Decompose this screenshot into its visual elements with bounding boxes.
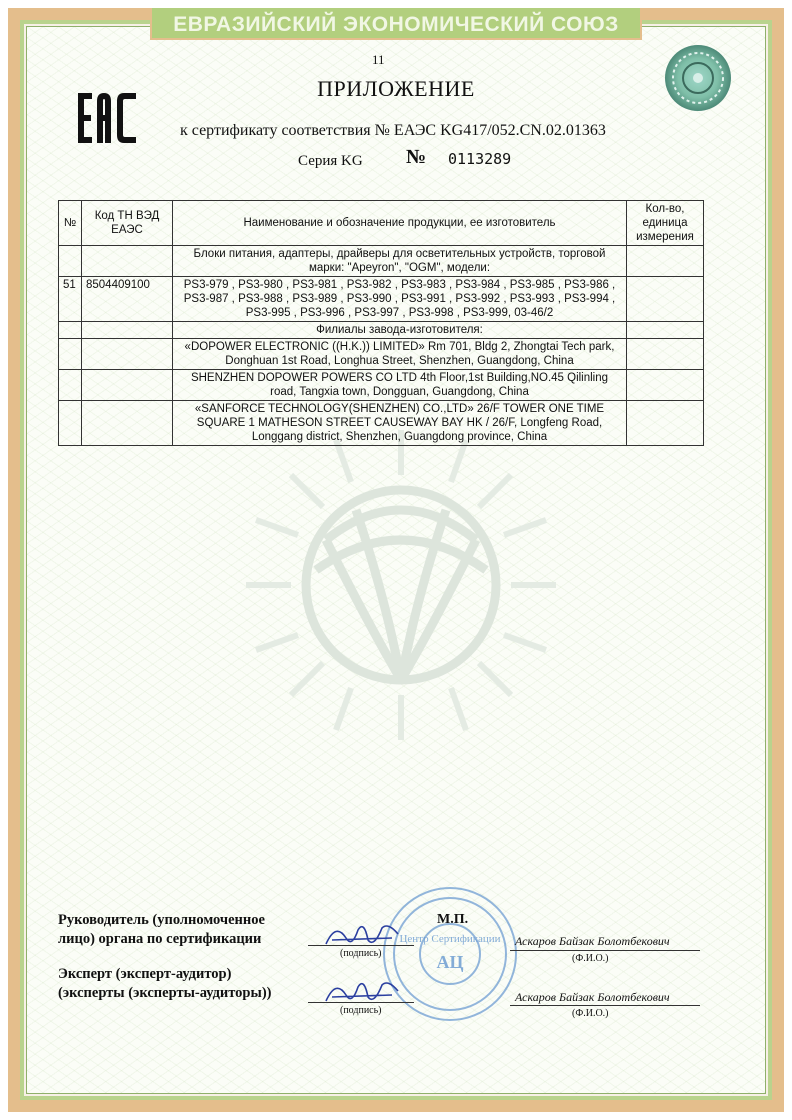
product-intro: Блоки питания, адаптеры, драйверы для осветительных устройств, торговой марки: "Apeyron", "OGM", модели: — [173, 246, 627, 277]
series-label: Серия KG — [298, 153, 363, 169]
table-cell — [59, 370, 82, 401]
table-row — [59, 370, 704, 401]
table-cell — [82, 339, 173, 370]
number-mark: № — [406, 146, 427, 168]
head-name: Аскаров Байзак Болотбекович — [515, 934, 670, 948]
name-caption: (Ф.И.О.) — [572, 1008, 609, 1019]
branches-header: Филиалы завода-изготовителя: — [173, 322, 627, 339]
header-product-name: Наименование и обозначение продукции, ее изготовитель — [173, 201, 627, 246]
row-number: 51 — [59, 277, 82, 322]
table-row — [59, 322, 704, 339]
table-cell — [627, 370, 704, 401]
name-caption: (Ф.И.О.) — [572, 953, 609, 964]
head-title-line: лицо) органа по сертификации — [58, 931, 262, 947]
product-models: PS3-979 , PS3-980 , PS3-981 , PS3-982 , PS3-983 , PS3-984 , PS3-985 , PS3-986 , PS3-987 , PS3-988 , PS3-989 , PS3-990 , PS3-991 , PS3-992 , PS3-993 , PS3-994 , PS3-995 , PS3-996 , PS3-997 , PS3-998 , PS3-999, 03-46/2 — [173, 277, 627, 322]
document-title: ПРИЛОЖЕНИЕ — [317, 76, 475, 101]
table-row — [59, 277, 704, 322]
stamp-text: Центр Сертификации — [399, 933, 501, 945]
table-cell — [82, 370, 173, 401]
table-cell — [59, 401, 82, 446]
header-quantity: Кол-во, единица измерения — [627, 201, 704, 246]
branch-address: «DOPOWER ELECTRONIC ((H.K.)) LIMITED» Rm 701, Bldg 2, Zhongtai Tech park, Donghuan 1st Road, Longhua Street, Shenzhen, Guangdong, China — [173, 339, 627, 370]
table-cell — [627, 322, 704, 339]
expert-title — [58, 965, 271, 1003]
sun-emblem-watermark — [236, 420, 566, 750]
table-header-row — [59, 201, 704, 246]
banner-text: ЕВРАЗИЙСКИЙ ЭКОНОМИЧЕСКИЙ СОЮЗ — [173, 13, 619, 36]
table-row — [59, 401, 704, 446]
header-number: № — [59, 201, 82, 246]
handwritten-signature — [322, 918, 402, 952]
table-cell — [82, 246, 173, 277]
products-table — [58, 200, 704, 446]
page-number: 11 — [372, 52, 385, 67]
table-cell — [627, 339, 704, 370]
name-line — [510, 950, 700, 951]
table-cell — [59, 246, 82, 277]
expert-name: Аскаров Байзак Болотбекович — [515, 990, 670, 1004]
table-cell — [82, 322, 173, 339]
table-cell — [59, 339, 82, 370]
table-cell — [627, 246, 704, 277]
certificate-reference: к сертификату соответствия № ЕАЭС KG417/052.CN.02.01363 — [180, 122, 606, 139]
signature-caption: (подпись) — [340, 948, 382, 959]
form-number: 0113289 — [448, 150, 512, 168]
head-title-line: Руководитель (уполномоченное — [58, 912, 265, 928]
name-line — [510, 1005, 700, 1006]
head-title — [58, 911, 265, 949]
branch-address: SHENZHEN DOPOWER POWERS CO LTD 4th Floor,1st Building,NO.45 Qilinling road, Tangxia town, Dongguan, Guangdong, China — [173, 370, 627, 401]
expert-title-line: Эксперт (эксперт-аудитор) — [58, 966, 232, 982]
table-cell — [59, 322, 82, 339]
table-cell — [82, 401, 173, 446]
table-row — [59, 246, 704, 277]
stamp-initials: АЦ — [436, 952, 464, 972]
table-cell — [627, 277, 704, 322]
signature-caption: (подпись) — [340, 1005, 382, 1016]
table-cell — [627, 401, 704, 446]
branch-address: «SANFORCE TECHNOLOGY(SHENZHEN) CO.,LTD» 26/F TOWER ONE TIME SQUARE 1 MATHESON STREET CAUSEWAY BAY HK / 26/F, Longfeng Road, Longgang district, Shenzhen, Guangdong province, China — [173, 401, 627, 446]
expert-title-line: (эксперты (эксперты-аудиторы)) — [58, 985, 272, 1001]
row-code: 8504409100 — [82, 277, 173, 322]
handwritten-signature — [322, 975, 402, 1009]
union-banner — [150, 8, 642, 40]
header-code: Код ТН ВЭД ЕАЭС — [82, 201, 173, 246]
stamp-label: М.П. — [437, 912, 469, 927]
table-row — [59, 339, 704, 370]
